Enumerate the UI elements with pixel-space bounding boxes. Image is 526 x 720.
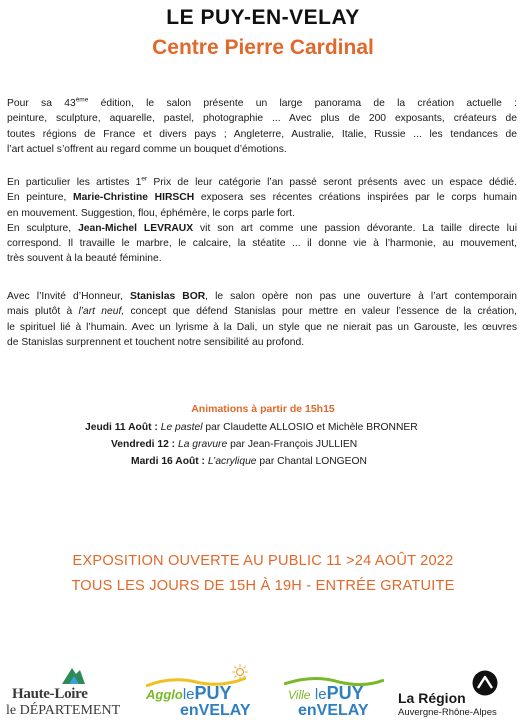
ville-velay: enVELAY: [298, 702, 369, 719]
ville-wordmark: Ville lePUY: [288, 683, 364, 703]
featured-artists-paragraph: [7, 175, 517, 267]
haute-loire-name: Haute-Loire: [12, 686, 88, 702]
animation-item: [85, 419, 418, 436]
animation-host: par Claudette ALLOSIO et Michèle BRONNER: [202, 422, 418, 433]
guest-line: de Stanislas surprennent et touchent notre sensibilité au profond.: [7, 336, 305, 348]
artists-line: En peinture, Marie-Christine HIRSCH exposera ses récentes créations inspirées par le corps humain: [7, 192, 517, 204]
animation-date: Vendredi 12 :: [111, 439, 176, 450]
guest-name: Stanislas BOR: [129, 291, 206, 302]
exposition-hours: TOUS LES JOURS DE 15H À 19H - ENTRÉE GRATUITE: [71, 578, 455, 594]
guest-of-honour-paragraph: [7, 289, 517, 350]
animation-item: [111, 436, 357, 453]
guest-line: mais plutôt à l’art neuf, concept que défend Stanislas pour mettre en valeur l’essence de la création,: [7, 306, 517, 318]
animation-item: [131, 453, 367, 470]
region-emblem-icon: [472, 670, 498, 696]
animation-date: Mardi 16 Août :: [131, 456, 205, 467]
artist-name-hirsch: Marie-Christine HIRSCH: [73, 192, 195, 204]
page-title: LE PUY-EN-VELAY: [166, 6, 360, 29]
animation-topic: Le pastel: [160, 422, 203, 433]
intro-line: peinture, sculpture, aquarelle, pastel, photographie ... Avec plus de 200 exposants, créateurs de: [7, 113, 517, 125]
haute-loire-department: le DÉPARTEMENT: [6, 703, 121, 718]
artists-line: très souvent à la beauté féminine.: [7, 253, 162, 265]
animation-host: par Jean-François JULLIEN: [227, 439, 358, 450]
intro-paragraph: [7, 96, 517, 157]
animations-heading: Animations à partir de 15h15: [191, 403, 335, 415]
haute-loire-emblem-icon: [60, 664, 86, 686]
intro-line: l’art actuel s’offrent au regard comme un bouquet d’émotions.: [7, 143, 287, 155]
agglo-velay: enVELAY: [180, 702, 251, 719]
intro-line: Pour sa 43ème édition, le salon présente un large panorama de la création actuelle :: [7, 96, 517, 109]
guest-line: Avec l’Invité d’Honneur, Stanislas BOR, le salon opère non pas une ouverture à l’art contemporain: [7, 291, 517, 302]
venue-subtitle: Centre Pierre Cardinal: [152, 36, 374, 59]
agglo-wordmark: AgglolePUY: [146, 683, 232, 703]
ville-puy-logo: [278, 660, 390, 720]
animation-topic: L’acrylique: [207, 456, 257, 467]
region-name: La Région: [398, 690, 466, 706]
animation-topic: La gravure: [177, 439, 228, 450]
artists-line: En particulier les artistes 1er Prix de leur catégorie l’an passé seront présents avec un espace dédié.: [7, 175, 517, 188]
artist-name-levraux: Jean-Michel LEVRAUX: [78, 222, 194, 234]
guest-line: le spirituel lié à l’humain. Avec un lyrisme à la Dali, un style que ne nierait pas un Garouste, les œuvres: [7, 321, 517, 333]
agglo-puy-logo: [146, 660, 258, 720]
artists-line: en mouvement. Suggestion, flou, éphémère, le corps parle fort.: [7, 207, 295, 219]
animation-host: par Chantal LONGEON: [256, 456, 367, 467]
region-logo: [398, 660, 522, 720]
exposition-dates: EXPOSITION OUVERTE AU PUBLIC 11 >24 AOÛT 2022: [72, 553, 454, 569]
intro-line: toutes régions de France et divers pays ; Angleterre, Australie, Italie, Russie ... les tendances de: [7, 128, 517, 140]
animation-date: Jeudi 11 Août :: [85, 422, 158, 433]
partner-logos: [0, 660, 526, 720]
haute-loire-logo: [4, 660, 134, 720]
artists-line: correspond. Il travaille le marbre, le calcaire, la stéatite ... il donne vie à l’harmonie, au mouvement,: [7, 238, 517, 250]
region-subtitle: Auvergne-Rhône-Alpes: [398, 707, 497, 718]
artists-line: En sculpture, Jean-Michel LEVRAUX vit son art comme une passion dévorante. La taille directe lui: [7, 222, 517, 234]
